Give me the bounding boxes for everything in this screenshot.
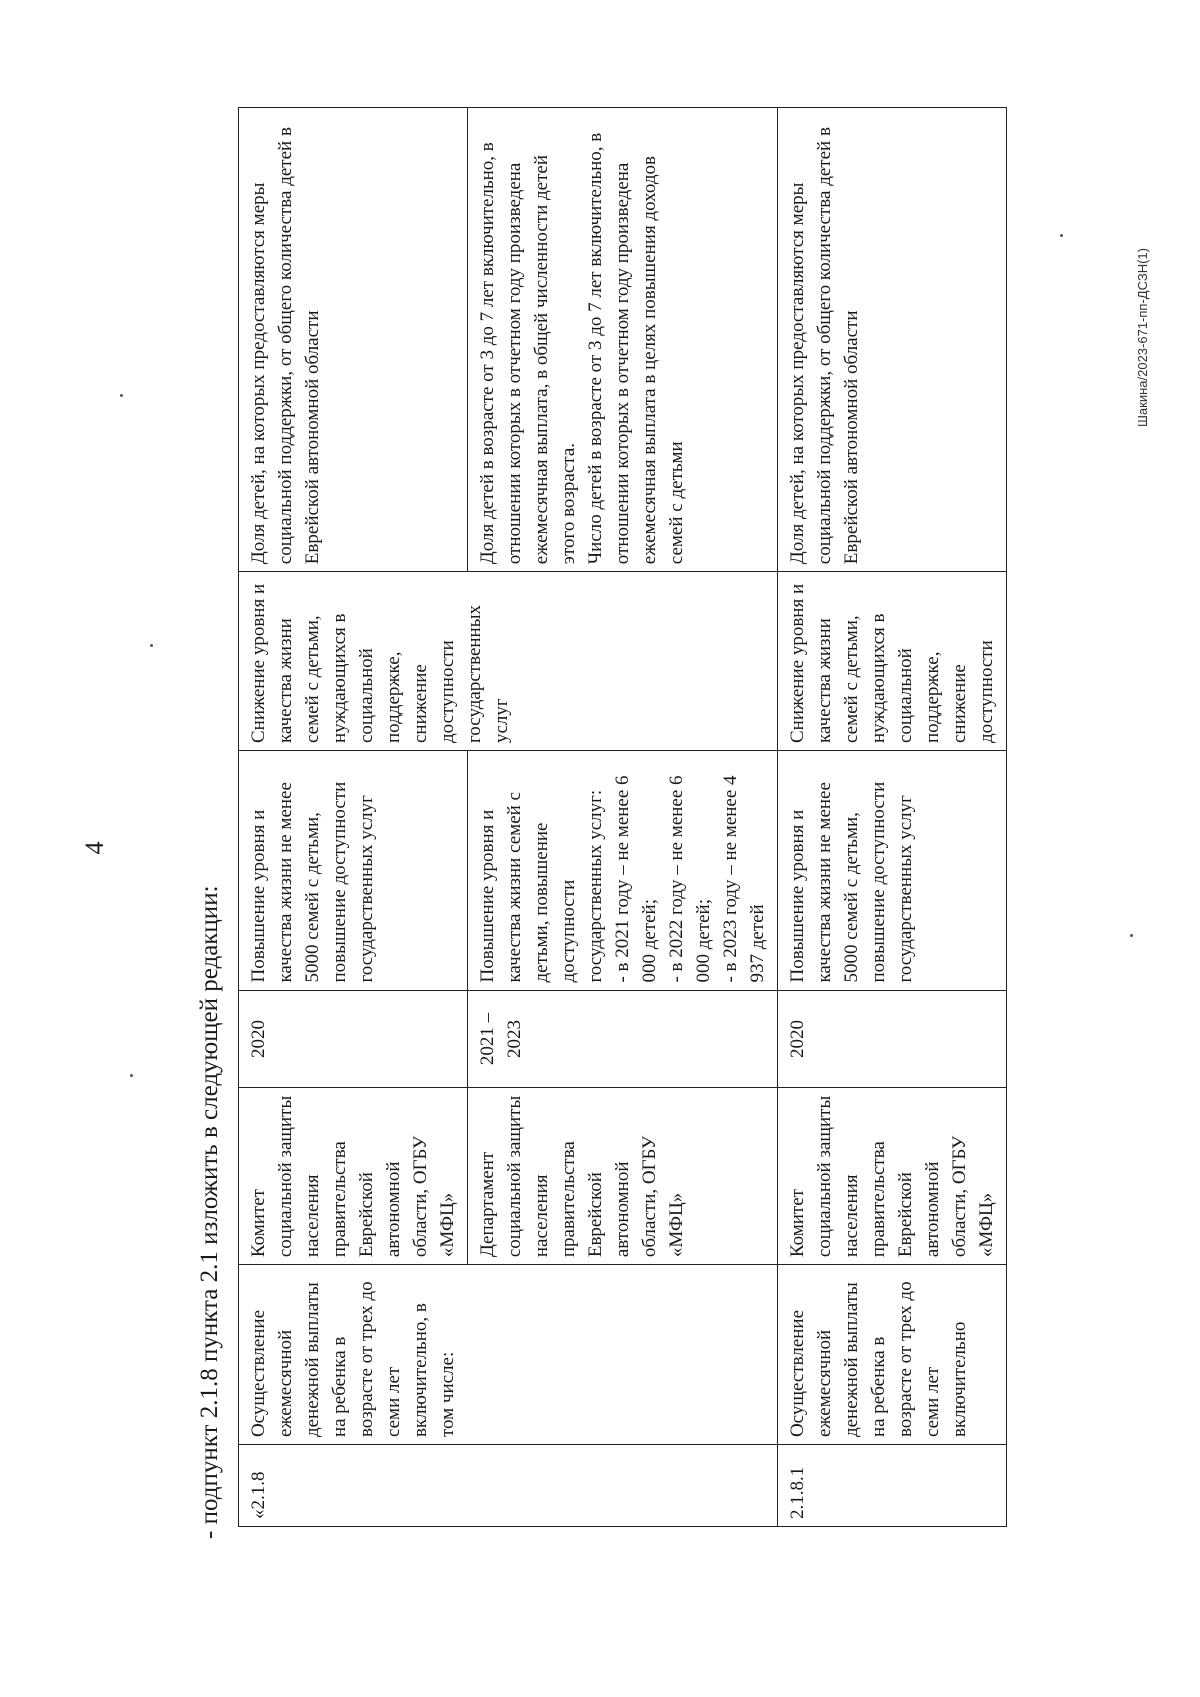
consequences-cell: Снижение уровня и качества жизни семей с детьми, нуждающихся в социальной поддержке, снижение доступности государственных услуг: [239, 572, 778, 751]
measures-table: [238, 107, 1007, 1527]
consequences-cell: Снижение уровня и качества жизни семей с детьми, нуждающихся в социальной поддержке, снижение доступности: [778, 572, 1007, 751]
result-line: - в 2023 году – не менее 4 937 детей: [720, 775, 768, 983]
result-cell: Повышение уровня и качества жизни не менее 5000 семей с детьми, повышение доступности государственных услуг: [778, 751, 1007, 991]
intro-text: - подпункт 2.1.8 пункта 2.1 изложить в следующей редакции:: [196, 885, 223, 1539]
period-cell: 2020: [239, 990, 468, 1088]
indicator-cell: [468, 108, 778, 572]
row-number-cell: «2.1.8: [239, 1445, 778, 1527]
result-line: - в 2021 году – не менее 6 000 детей;: [612, 775, 660, 983]
indicator-cell: Доля детей, на которых предоставляются меры социальной поддержки, от общего количества детей в Еврейской автономной области: [778, 108, 1007, 572]
period-line: 2023: [504, 1020, 525, 1058]
result-cell: Повышение уровня и качества жизни не менее 5000 семей с детьми, повышение доступности государственных услуг: [239, 751, 468, 991]
result-line: Повышение уровня и качества жизни семей с детьми, повышение доступности государственных услуг:: [477, 789, 606, 983]
scan-speck: [130, 1074, 133, 1077]
executor-cell: Комитет социальной защиты населения правительства Еврейской автономной области, ОГБУ «МФЦ»: [778, 1088, 1007, 1265]
table-row: [778, 108, 1007, 1527]
period-line: 2021 –: [477, 1012, 498, 1066]
activity-cell: Осуществление ежемесячной денежной выплаты на ребенка в возрасте от трех до семи лет включительно, в том числе:: [239, 1265, 778, 1445]
scan-speck: [150, 644, 153, 647]
executor-cell: Департамент социальной защиты населения правительства Еврейской автономной области, ОГБУ «МФЦ»: [468, 1088, 778, 1265]
indicator-cell: Доля детей, на которых предоставляются меры социальной поддержки, от общего количества детей в Еврейской автономной области: [239, 108, 468, 572]
result-line: - в 2022 году – не менее 6 000 детей;: [666, 775, 714, 983]
activity-cell: Осуществление ежемесячной денежной выплаты на ребенка в возрасте от трех до семи лет включительно: [778, 1265, 1007, 1445]
table-row: [239, 108, 468, 1527]
indicator-line: Доля детей в возрасте от 3 до 7 лет включительно, в отношении которых в отчетном году произведена ежемесячная выплата, в общей численности детей этого возраста.: [477, 142, 579, 565]
result-cell: [468, 751, 778, 991]
scan-speck: [1130, 934, 1133, 937]
row-number-cell: 2.1.8.1: [778, 1445, 1007, 1527]
period-cell: 2020: [778, 990, 1007, 1088]
executor-cell: Комитет социальной защиты населения правительства Еврейской автономной области, ОГБУ «МФЦ»: [239, 1088, 468, 1265]
scan-speck: [1060, 234, 1063, 237]
period-cell: [468, 990, 778, 1088]
indicator-line: Число детей в возрасте от 3 до 7 лет включительно, в отношении которых в отчетном году произведена ежемесячная выплата в целях повышения доходов семей с детьми: [585, 132, 687, 565]
page-number: 4: [80, 841, 109, 855]
document-code: Шакина/2023-671-пп-ДСЗН(1): [1135, 248, 1150, 427]
scan-speck: [120, 394, 123, 397]
